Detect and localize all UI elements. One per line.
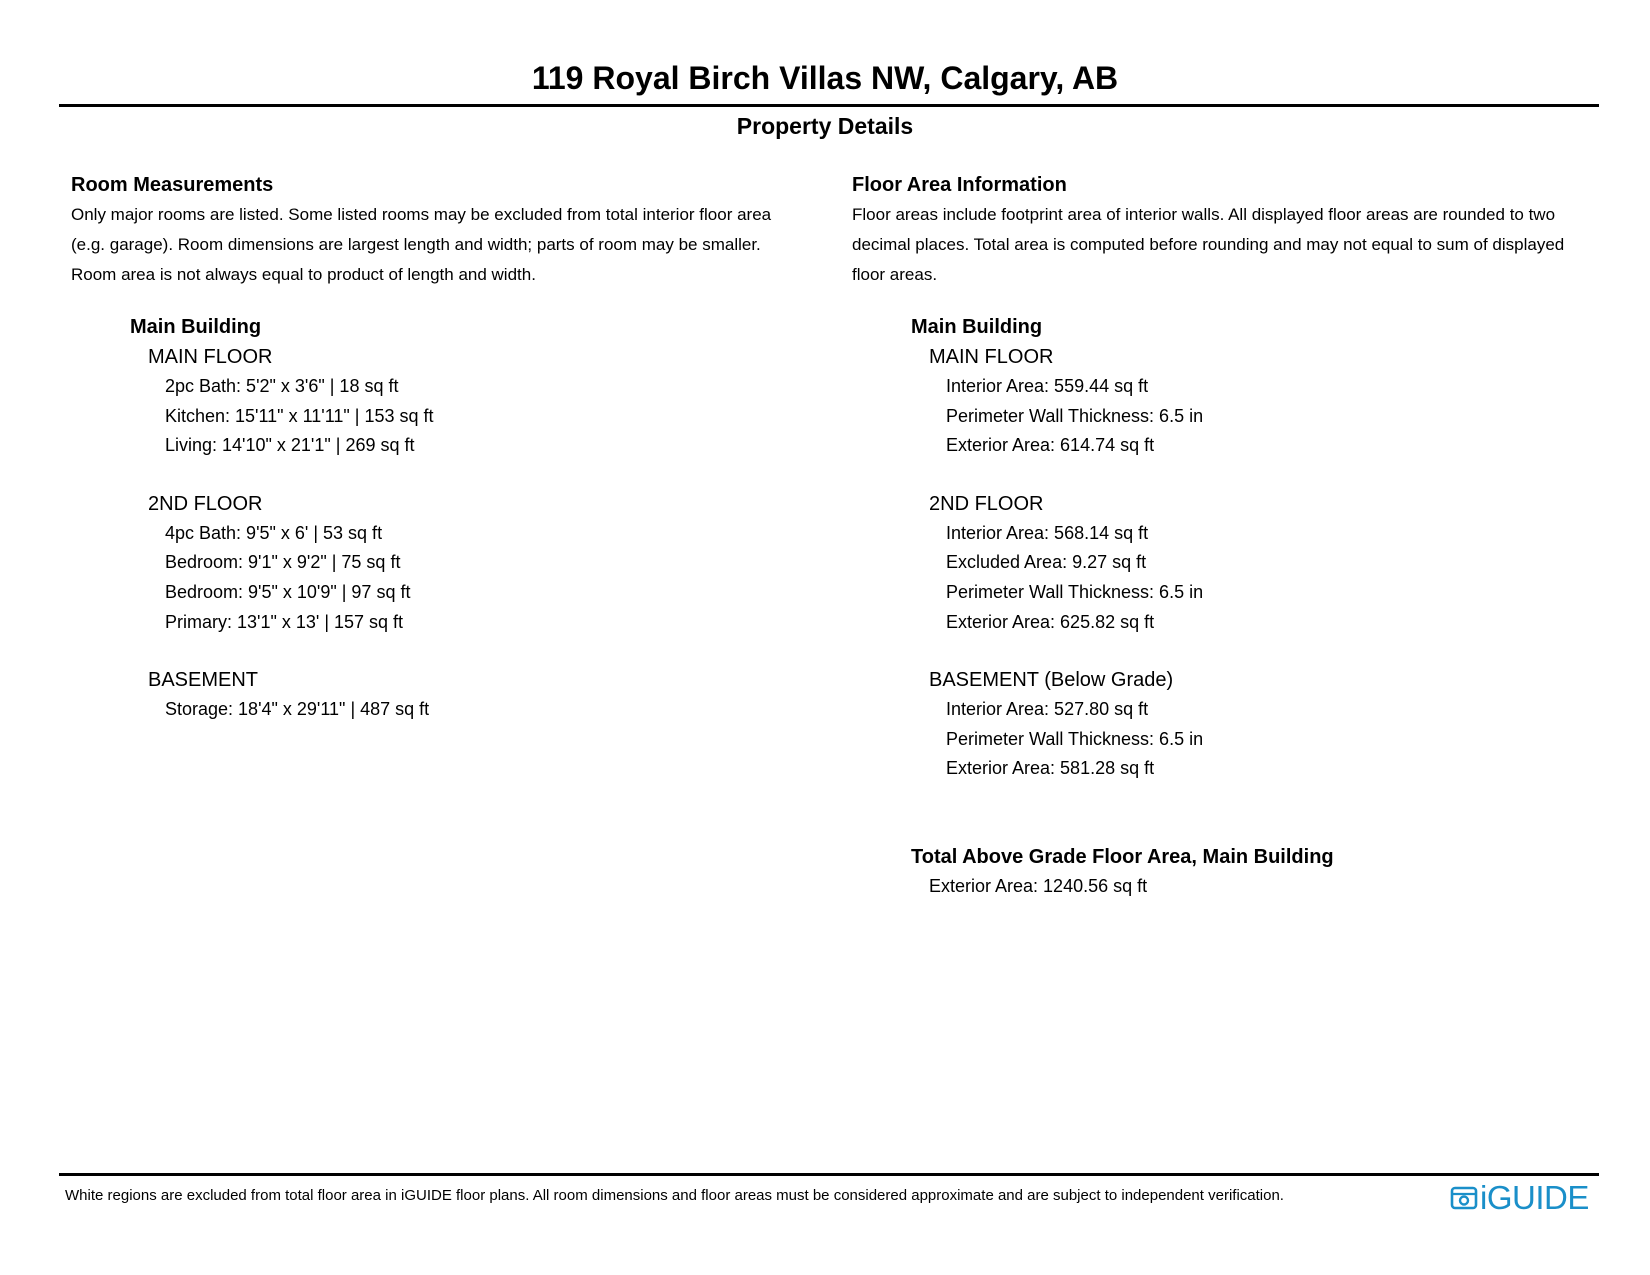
- area-item: Exterior Area: 581.28 sq ft: [946, 758, 1155, 779]
- description-line: floor areas.: [852, 265, 938, 284]
- area-item: Perimeter Wall Thickness: 6.5 in: [946, 728, 1204, 749]
- floor-section: [148, 342, 831, 461]
- total-area-item: Exterior Area: 1240.56 sq ft: [929, 875, 1148, 896]
- floor-name: BASEMENT: [148, 669, 259, 692]
- floor-section: [929, 342, 1612, 461]
- room-item: Bedroom: 9'1" x 9'2" | 75 sq ft: [165, 552, 401, 573]
- floor-name: MAIN FLOOR: [148, 346, 273, 368]
- building-title: Main Building: [130, 316, 262, 338]
- floor-area-column: [852, 170, 1612, 902]
- footer-rule: [59, 1173, 1599, 1176]
- total-area-section: [911, 842, 1612, 902]
- floor-section: [929, 489, 1612, 637]
- floor-name: 2ND FLOOR: [929, 492, 1044, 515]
- floor-area-description: [852, 200, 1612, 290]
- iguide-logo: [1450, 1180, 1589, 1216]
- area-item: Exterior Area: 625.82 sq ft: [946, 611, 1155, 632]
- floor-area-heading: Floor Area Information: [852, 174, 1067, 196]
- building-section: [130, 312, 831, 725]
- floor-section: [148, 489, 831, 637]
- area-item: Perimeter Wall Thickness: 6.5 in: [946, 581, 1204, 602]
- building-section: [911, 312, 1612, 784]
- page-title: 119 Royal Birch Villas NW, Calgary, AB: [531, 60, 1119, 96]
- room-item: Storage: 18'4" x 29'11" | 487 sq ft: [165, 699, 430, 720]
- room-item: Bedroom: 9'5" x 10'9" | 97 sq ft: [165, 581, 411, 602]
- floor-name: BASEMENT (Below Grade): [929, 669, 1174, 692]
- description-line: decimal places. Total area is computed before rounding and may not equal to sum of displayed: [852, 235, 1565, 254]
- description-line: Only major rooms are listed. Some listed rooms may be excluded from total interior floor area: [71, 205, 772, 224]
- floor-section: [148, 665, 831, 725]
- description-line: Floor areas include footprint area of interior walls. All displayed floor areas are rounded to two: [852, 205, 1556, 224]
- room-item: 2pc Bath: 5'2" x 3'6" | 18 sq ft: [165, 376, 399, 396]
- footer-disclaimer: White regions are excluded from total floor area in iGUIDE floor plans. All room dimensions and floor areas must be considered approximate and are subject to independent verification.: [65, 1187, 1284, 1204]
- floor-name: MAIN FLOOR: [929, 346, 1054, 368]
- area-item: Interior Area: 559.44 sq ft: [946, 376, 1149, 396]
- room-measurements-column: [71, 170, 831, 725]
- logo-text: iGUIDE: [1480, 1179, 1589, 1216]
- area-item: Excluded Area: 9.27 sq ft: [946, 552, 1147, 573]
- room-measurements-description: [71, 200, 831, 290]
- area-item: Interior Area: 527.80 sq ft: [946, 699, 1149, 720]
- total-area-heading: Total Above Grade Floor Area, Main Building: [911, 845, 1334, 868]
- description-line: Room area is not always equal to product of length and width.: [71, 265, 536, 284]
- description-line: (e.g. garage). Room dimensions are largest length and width; parts of room may be smaller.: [71, 235, 761, 254]
- area-item: Exterior Area: 614.74 sq ft: [946, 435, 1155, 456]
- room-item: 4pc Bath: 9'5" x 6' | 53 sq ft: [165, 522, 383, 543]
- camera-icon: [1450, 1184, 1478, 1212]
- room-item: Living: 14'10" x 21'1" | 269 sq ft: [165, 435, 415, 456]
- room-item: Primary: 13'1" x 13' | 157 sq ft: [165, 611, 404, 632]
- building-title: Main Building: [911, 316, 1043, 338]
- title-rule: [59, 104, 1599, 107]
- floor-name: 2ND FLOOR: [148, 492, 263, 515]
- floor-section: [929, 665, 1612, 784]
- room-measurements-heading: Room Measurements: [71, 174, 274, 196]
- room-item: Kitchen: 15'11" x 11'11" | 153 sq ft: [165, 405, 434, 426]
- area-item: Interior Area: 568.14 sq ft: [946, 522, 1149, 543]
- page-subtitle: Property Details: [736, 113, 914, 139]
- area-item: Perimeter Wall Thickness: 6.5 in: [946, 405, 1204, 426]
